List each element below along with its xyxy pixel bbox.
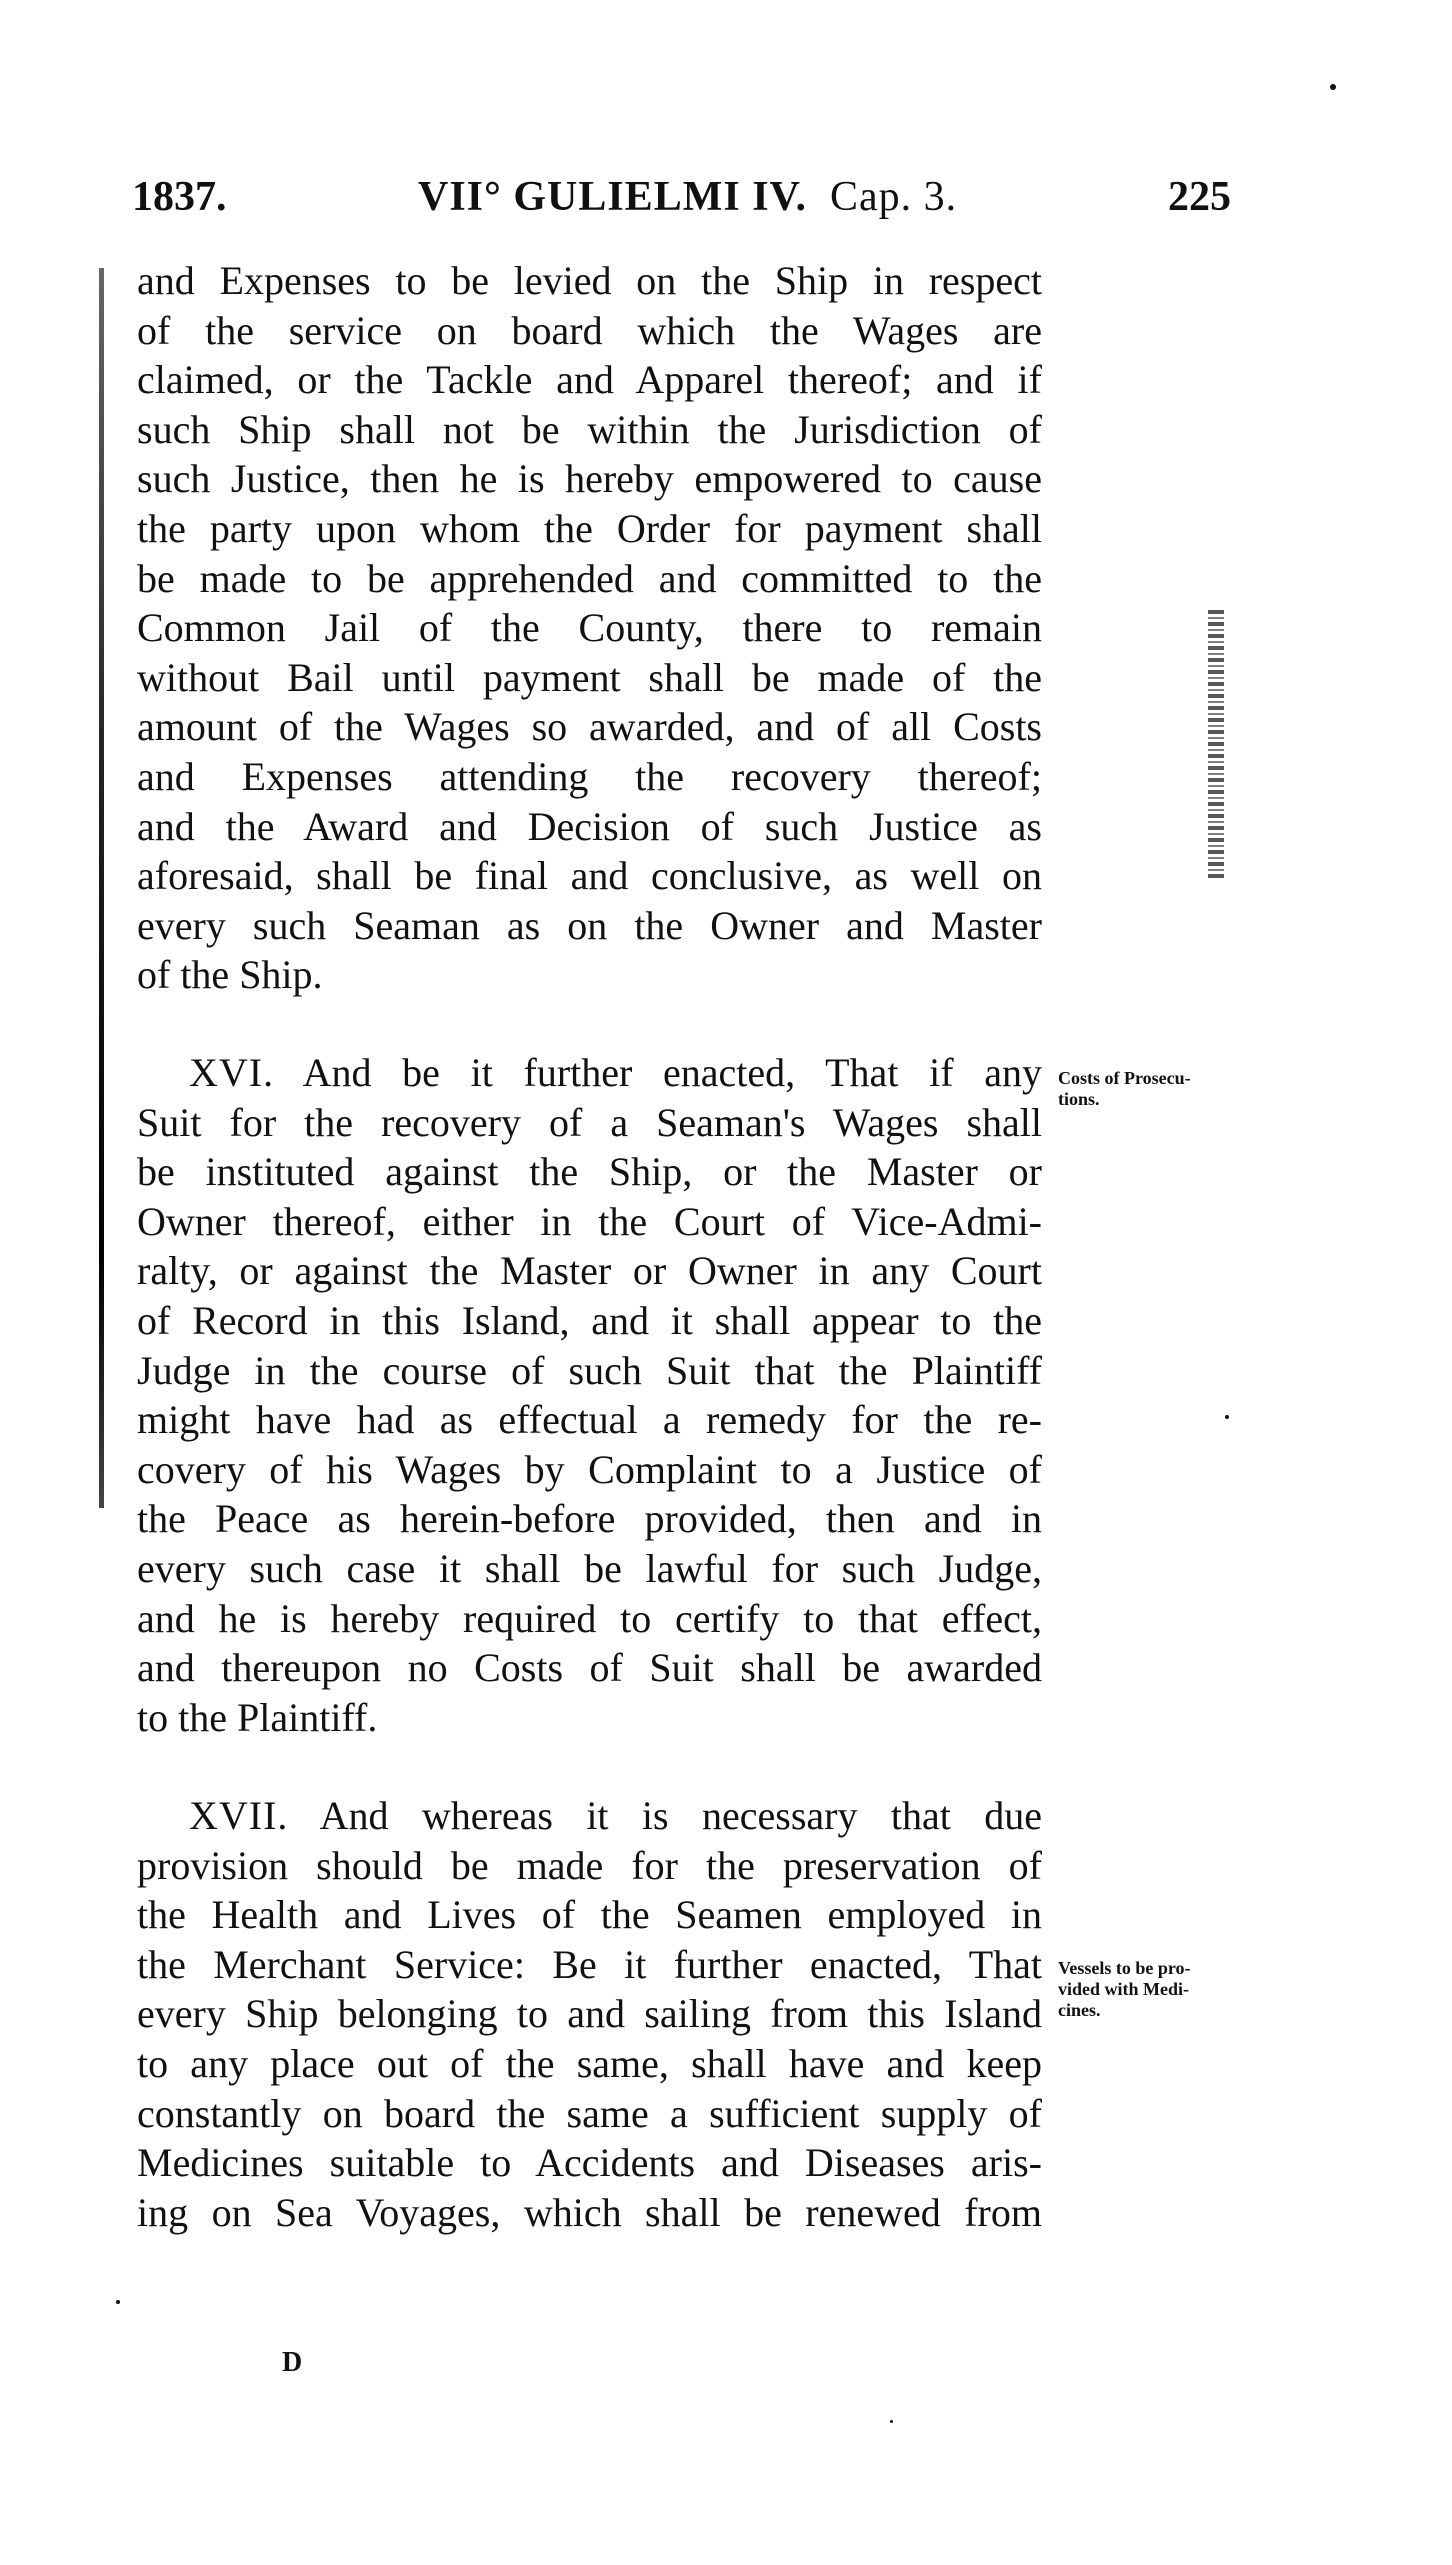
text-line: Judge in the course of such Suit that the Plaintiff: [137, 1347, 1042, 1393]
margin-note-line: cines.: [1058, 2000, 1101, 2020]
section-17: [137, 1791, 1042, 2237]
margin-note-line: vided with Medi-: [1058, 1979, 1190, 1999]
text-line: such Justice, then he is hereby empowered to cause: [137, 456, 1042, 502]
text-line: and the Award and Decision of such Justice as: [137, 803, 1042, 849]
section-17-first-line: [137, 1791, 1042, 1841]
scan-speck: [116, 2300, 120, 2304]
text-line: of Record in this Island, and it shall appear to the: [137, 1297, 1042, 1343]
text-line: be instituted against the Ship, or the Master or: [137, 1149, 1042, 1195]
text-line: without Bail until payment shall be made of the: [137, 654, 1042, 700]
scan-speck: [1225, 1415, 1229, 1419]
section-17-number: XVII.: [189, 1793, 289, 1838]
text-line: of the service on board which the Wages are: [137, 307, 1042, 353]
text-line: the Peace as herein-before provided, then and in: [137, 1496, 1042, 1542]
margin-note-costs: [1058, 1068, 1268, 1110]
scan-speck: [890, 2420, 893, 2423]
section-16-number: XVI.: [189, 1050, 275, 1095]
page-number: 225: [1168, 174, 1231, 220]
paragraph-continued: [137, 256, 1042, 1000]
text-line: covery of his Wages by Complaint to a Justice of: [137, 1446, 1042, 1492]
scan-noise-strip: [1208, 610, 1224, 880]
text-line: claimed, or the Tackle and Apparel thereof; and if: [137, 357, 1042, 403]
text-line: every such Seaman as on the Owner and Master: [137, 902, 1042, 948]
text-line: to the Plaintiff.: [137, 1694, 378, 1740]
text-line: the Merchant Service: Be it further enacted, That: [137, 1941, 1042, 1987]
text-line: and he is hereby required to certify to that effect,: [137, 1595, 1042, 1641]
text-line: amount of the Wages so awarded, and of all Costs: [137, 704, 1042, 750]
text-line: provision should be made for the preservation of: [137, 1842, 1042, 1888]
section-16-first-line: [137, 1048, 1042, 1098]
header-chapter: Cap. 3.: [829, 174, 958, 220]
text-line: to any place out of the same, shall have and keep: [137, 2040, 1042, 2086]
text-line: might have had as effectual a remedy for the re-: [137, 1397, 1042, 1443]
text-line: And be it further enacted, That if any: [302, 1050, 1042, 1095]
text-line: such Ship shall not be within the Jurisdiction of: [137, 406, 1042, 452]
header-regnal-title: VII° GULIELMI IV.: [418, 174, 807, 220]
header-year: 1837.: [132, 174, 227, 220]
text-line: and Expenses to be levied on the Ship in respect: [137, 258, 1042, 303]
text-line: aforesaid, shall be final and conclusive, as well on: [137, 853, 1042, 899]
header-title: [418, 172, 957, 222]
scan-edge-mark: [99, 268, 104, 1508]
signature-mark: D: [282, 2347, 303, 2378]
text-line: and thereupon no Costs of Suit shall be awarded: [137, 1645, 1042, 1691]
text-line: Medicines suitable to Accidents and Diseases aris-: [137, 2140, 1042, 2186]
text-line: ing on Sea Voyages, which shall be renewed from: [137, 2189, 1042, 2235]
margin-note-line: Costs of Prosecu-: [1058, 1068, 1191, 1088]
text-line: the Health and Lives of the Seamen employed in: [137, 1892, 1042, 1938]
margin-note-line: Vessels to be pro-: [1058, 1958, 1191, 1978]
text-line: And whereas it is necessary that due: [319, 1793, 1042, 1838]
text-line: the party upon whom the Order for payment shall: [137, 505, 1042, 551]
text-line: every Ship belonging to and sailing from this Island: [137, 1991, 1042, 2037]
text-line: be made to be apprehended and committed to the: [137, 555, 1042, 601]
margin-note-line: tions.: [1058, 1089, 1100, 1109]
margin-note-medicines: [1058, 1958, 1268, 2021]
text-line: ralty, or against the Master or Owner in any Court: [137, 1248, 1042, 1294]
text-line: of the Ship.: [137, 952, 323, 998]
section-16: [137, 1048, 1042, 1742]
text-line: Owner thereof, either in the Court of Vice-Admi-: [137, 1198, 1042, 1244]
text-line: constantly on board the same a sufficient supply of: [137, 2090, 1042, 2136]
scan-speck: [1330, 84, 1336, 90]
text-line: Common Jail of the County, there to remain: [137, 605, 1042, 651]
text-line: Suit for the recovery of a Seaman's Wages shall: [137, 1099, 1042, 1145]
text-line: every such case it shall be lawful for such Judge,: [137, 1545, 1042, 1591]
text-line: and Expenses attending the recovery thereof;: [137, 753, 1042, 799]
